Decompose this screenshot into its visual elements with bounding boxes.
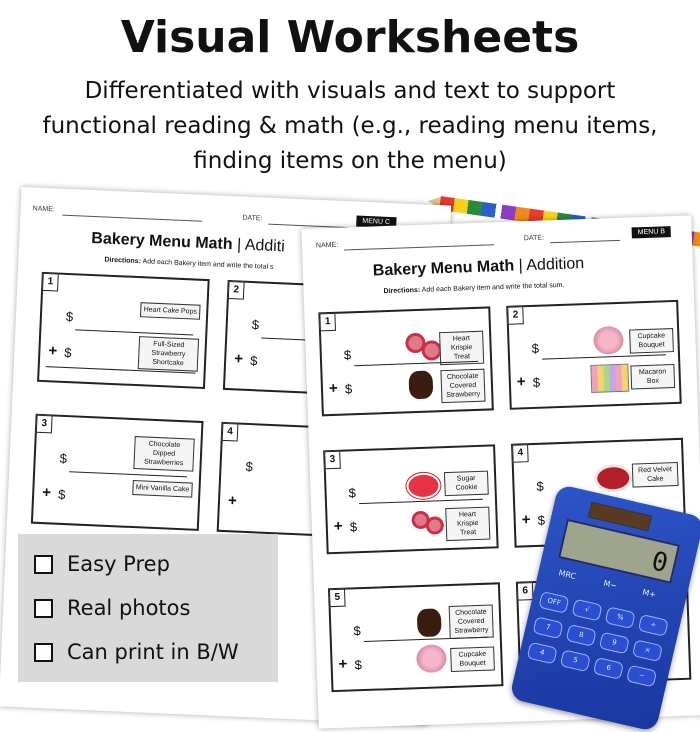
problem-box xyxy=(506,300,682,410)
dollar-sign: $ xyxy=(532,374,541,390)
item-label: Cupcake Bouquet xyxy=(450,646,495,672)
chocolate-strawberry-photo xyxy=(417,608,442,637)
calc-key-label: MRC xyxy=(557,568,577,582)
item-label: Sugar Cookie xyxy=(444,471,489,497)
plus-sign: + xyxy=(48,342,58,360)
name-line xyxy=(62,215,202,222)
problem-number: 1 xyxy=(42,273,59,292)
problem-number: 4 xyxy=(222,423,239,442)
answer-line xyxy=(75,329,193,335)
dollar-sign: $ xyxy=(343,347,352,363)
dollar-sign: $ xyxy=(348,485,357,501)
item-label: Chocolate Dipped Strawberries xyxy=(133,436,194,472)
directions-label: Directions: xyxy=(383,286,421,296)
problem-number: 3 xyxy=(36,415,53,434)
dollar-sign: $ xyxy=(354,657,363,673)
date-line xyxy=(550,240,620,243)
problem-number: 5 xyxy=(329,589,346,608)
answer-line xyxy=(69,471,187,477)
dollar-sign: $ xyxy=(57,486,66,503)
problem-number: 2 xyxy=(507,306,524,325)
plus-sign: + xyxy=(338,655,348,673)
menu-tag: MENU B xyxy=(632,226,672,238)
item-label: Mini Vanilla Cake xyxy=(132,480,193,498)
calc-key-label: M+ xyxy=(641,587,657,600)
feature-item xyxy=(34,596,190,620)
checkbox-icon xyxy=(34,643,53,662)
item-label: Chocolate Covered Strawberry xyxy=(440,369,485,404)
item-label: Full-Sized Strawberry Shortcake xyxy=(138,336,199,372)
calc-key: 4 xyxy=(527,642,558,665)
feature-item xyxy=(34,552,170,576)
plus-sign: + xyxy=(41,484,52,502)
item-label: Macaron Box xyxy=(630,364,675,390)
calc-key: 9 xyxy=(599,632,630,655)
item-label: Chocolate Covered Strawberry xyxy=(449,605,494,640)
dollar-sign: $ xyxy=(536,478,545,494)
name-line xyxy=(344,244,494,250)
calc-key: √ xyxy=(571,599,602,622)
calc-key: × xyxy=(632,639,663,662)
feature-label: Real photos xyxy=(67,596,191,620)
macaron-box-photo xyxy=(590,364,629,393)
dollar-sign: $ xyxy=(64,344,72,361)
problem-number: 4 xyxy=(512,444,529,463)
dollar-sign: $ xyxy=(344,381,353,397)
plus-sign: + xyxy=(227,492,238,510)
problem-box xyxy=(37,272,210,389)
plus-sign: + xyxy=(328,379,339,398)
menu-tag: MENU C xyxy=(356,216,396,229)
worksheet-title xyxy=(373,255,585,280)
calc-key: 8 xyxy=(566,624,597,647)
calc-key: 7 xyxy=(532,616,563,639)
sugar-cookie-photo xyxy=(406,472,441,499)
item-label: Cupcake Bouquet xyxy=(629,328,674,354)
item-label: Heart Cake Pops xyxy=(140,302,201,320)
dollar-sign: $ xyxy=(349,519,358,535)
problem-box xyxy=(31,414,204,531)
calc-key: ÷ xyxy=(638,614,669,637)
dollar-sign: $ xyxy=(249,353,258,369)
problem-number: 1 xyxy=(319,313,336,332)
worksheet-title-light: Additi xyxy=(244,236,286,256)
calc-key-label: M− xyxy=(602,578,618,591)
title-separator: | xyxy=(236,236,242,254)
date-label: DATE: xyxy=(242,214,263,223)
dollar-sign: $ xyxy=(245,458,254,475)
dollar-sign: $ xyxy=(251,317,260,333)
directions-text: Add each Bakery item and write the total sum. xyxy=(421,281,565,294)
worksheet-title xyxy=(91,230,285,256)
item-label: Heart Krispie Treat xyxy=(445,507,490,542)
directions-label: Directions: xyxy=(104,256,142,266)
date-label: DATE: xyxy=(523,234,545,243)
item-label: Red Velvet Cake xyxy=(632,462,679,488)
feature-item xyxy=(34,640,239,664)
dollar-sign: $ xyxy=(537,512,546,528)
worksheet-title-light: Addition xyxy=(526,255,585,275)
calculator-display: 0 xyxy=(558,519,680,584)
directions-text: Add each Bakery item and write the total s xyxy=(142,258,274,271)
problem-box xyxy=(318,306,494,416)
page-title: Visual Worksheets xyxy=(120,12,580,63)
plus-sign: + xyxy=(521,511,531,529)
item-label: Heart Krispie Treat xyxy=(439,331,484,366)
dollar-sign: $ xyxy=(59,450,68,467)
calc-key: OFF xyxy=(538,591,569,614)
feature-label: Can print in B/W xyxy=(67,640,239,664)
directions xyxy=(104,257,273,271)
answer-line xyxy=(542,354,666,359)
red-velvet-cake-photo xyxy=(594,464,633,493)
name-label: NAME: xyxy=(315,241,339,250)
dollar-sign: $ xyxy=(531,340,540,356)
answer-line xyxy=(359,499,483,504)
heart-krispie-photo xyxy=(426,516,445,535)
problem-number: 3 xyxy=(324,451,341,470)
worksheet-title-bold: Bakery Menu Math xyxy=(372,257,515,280)
calc-key: 5 xyxy=(560,649,591,672)
answer-line xyxy=(364,637,488,642)
title-separator: | xyxy=(518,257,524,275)
worksheet-title-bold: Bakery Menu Math xyxy=(90,229,233,254)
problem-box xyxy=(328,582,504,692)
plus-sign: + xyxy=(333,517,343,536)
problem-number: 2 xyxy=(228,281,245,300)
checkbox-icon xyxy=(34,599,53,618)
checkbox-icon xyxy=(34,555,53,574)
feature-label: Easy Prep xyxy=(67,552,170,576)
problem-box xyxy=(323,444,499,554)
problem-number: 6 xyxy=(517,582,534,601)
plus-sign: + xyxy=(516,373,526,391)
dollar-sign: $ xyxy=(353,623,361,639)
directions xyxy=(384,282,565,295)
cupcake-bouquet-photo xyxy=(593,326,624,355)
page-subtitle: Differentiated with visuals and text to support functional reading & math (e.g., reading menu items, finding items on the menu) xyxy=(42,78,658,174)
plus-sign: + xyxy=(233,350,244,368)
dollar-sign: $ xyxy=(65,308,74,325)
feature-list xyxy=(18,534,278,682)
chocolate-strawberry-photo xyxy=(408,370,433,399)
calc-key: % xyxy=(605,606,636,629)
name-label: NAME: xyxy=(32,205,55,214)
calc-key: 6 xyxy=(593,657,624,680)
calc-key: − xyxy=(626,665,657,688)
cupcake-bouquet-photo xyxy=(416,644,447,673)
